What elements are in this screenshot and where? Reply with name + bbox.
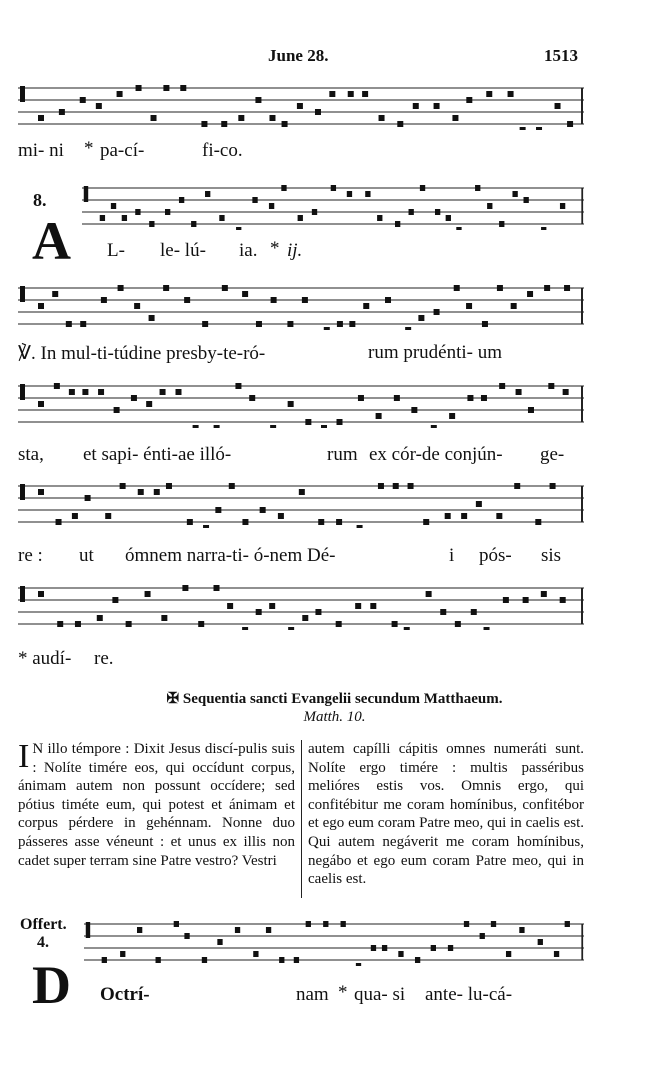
lyric: re.	[94, 648, 114, 669]
lyric: ómnem narra-ti- ó-nem Dé-	[125, 545, 336, 566]
chant-number: 8.	[33, 190, 47, 210]
lyric: qua- si	[354, 984, 406, 1005]
lyric: Octrí-	[100, 984, 150, 1005]
chant-staff	[18, 282, 584, 330]
offertory-label: Offert.	[20, 916, 67, 933]
lyric: mi- ni	[18, 140, 64, 161]
lyric: rum	[327, 444, 358, 465]
gospel-text: autem capílli cápitis omnes numeráti sunt. Nolíte ergo timére : multis passéribus melióres estis vos. Omnis ergo, qui confitébitur me coram homínibus, confitébor et ego eum coram Patre meo, qui in caelis est. Qui autem negáverit me coram homínibus, negábo et ego eum coram Patre meo, qui in caelis est.	[308, 741, 584, 888]
lyric: sis	[541, 545, 562, 566]
lyric: i	[449, 545, 455, 566]
drop-cap: D	[32, 955, 71, 1015]
page-date: June 28.	[268, 46, 329, 65]
chant-staff	[18, 582, 584, 630]
lyric: ante- lu-cá-	[425, 984, 513, 1005]
chant-staff	[18, 480, 584, 528]
lyric: ut	[79, 545, 94, 566]
page-number: 1513	[544, 46, 578, 65]
lyric: pós-	[479, 545, 512, 566]
chant-staff	[82, 182, 584, 230]
lyric: *	[84, 138, 94, 159]
lyric: ij.	[287, 240, 303, 261]
drop-cap: I	[18, 738, 30, 775]
lyric: rum prudénti- um	[368, 342, 503, 363]
lyric: *	[270, 238, 280, 259]
chant-staff	[18, 82, 584, 130]
lyric: ℣. In mul-ti-túdine presby-te-ró-	[18, 343, 266, 364]
lyric: et sapi- énti-ae illó-	[83, 444, 232, 465]
lyric: ge-	[540, 444, 565, 465]
lyric: le- lú-	[160, 240, 206, 261]
lyric: ex cór-de conjún-	[369, 444, 503, 465]
gospel-heading: ✠ Sequentia sancti Evangelii secundum Matthaeum.	[166, 691, 503, 707]
lyric: pa-cí-	[100, 140, 145, 161]
lyric: sta,	[18, 444, 44, 465]
chant-number: 4.	[37, 934, 49, 951]
lyric: *	[338, 982, 348, 1003]
lyric: fi-co.	[202, 140, 243, 161]
gospel-left-column	[18, 740, 295, 870]
drop-cap: A	[32, 211, 71, 271]
gospel-text: N illo témpore : Dixit Jesus discí-pulis suis : Nolíte timére eos, qui occídunt corpus, ánimam autem non possunt occídere; sed pótius timéte eum, qui potest et ánimam et corpus pérdere in gehénnam. Nonne duo pásseres asse véneunt : et unus ex illis non cadet super terram sine Patre vestro? Vestri	[18, 741, 295, 869]
gospel-right-column	[308, 740, 584, 889]
chant-staff	[18, 380, 584, 428]
lyric: L-	[107, 240, 125, 261]
lyric: re :	[18, 545, 43, 566]
lyric: nam	[296, 984, 329, 1005]
chant-staff	[84, 918, 584, 966]
lyric: ia.	[239, 240, 258, 261]
gospel-reference: Matth. 10.	[303, 709, 366, 725]
lyric: * audí-	[18, 648, 72, 669]
column-divider	[301, 740, 302, 898]
